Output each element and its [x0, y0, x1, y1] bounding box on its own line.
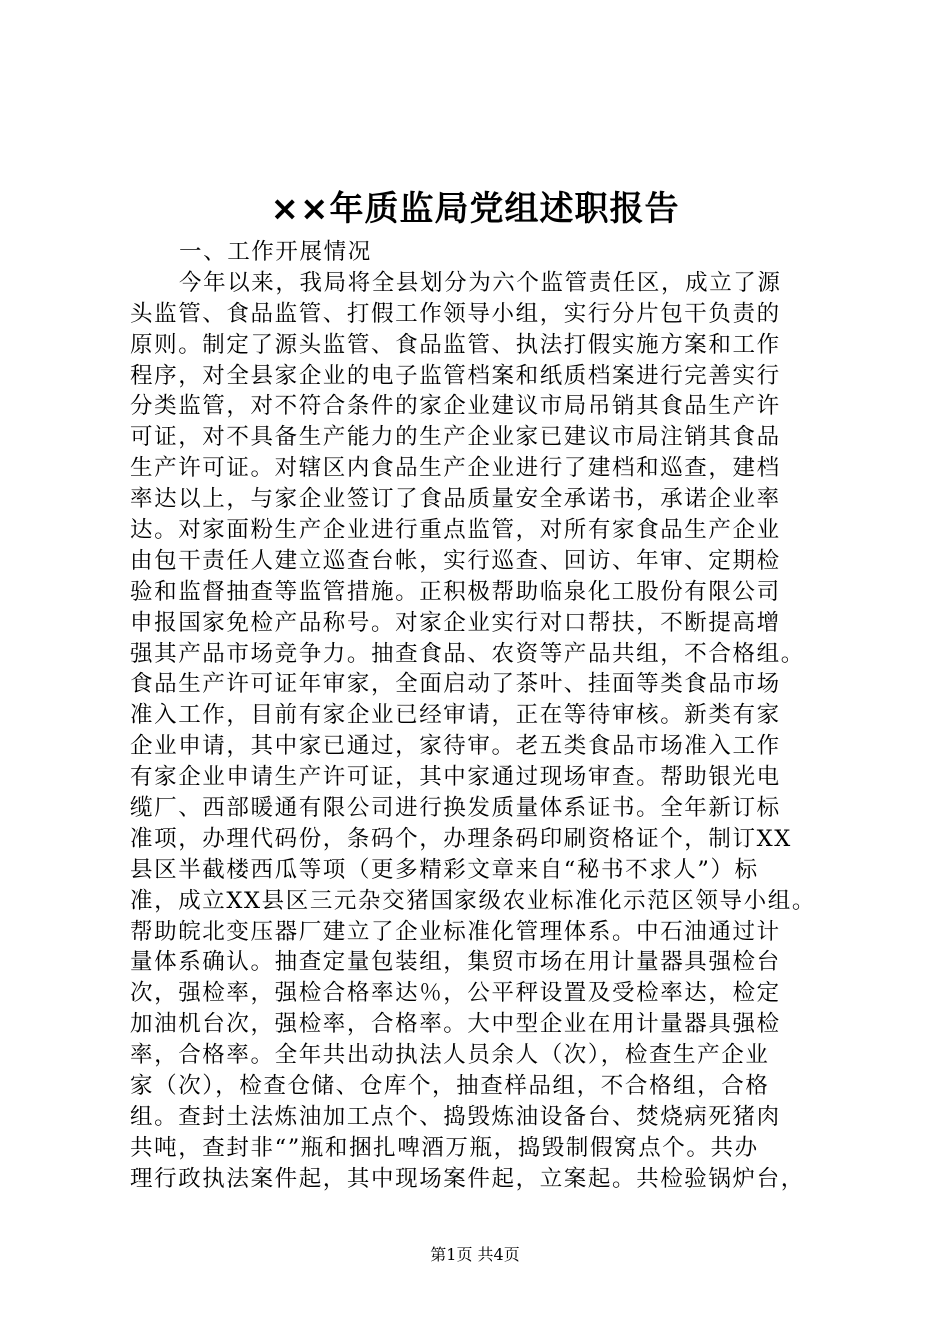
- text-line: 有家企业申请生产许可证，其中家通过现场审查。帮助银光电: [130, 764, 781, 791]
- text-line: 分类监管，对不符合条件的家企业建议市局吊销其食品生产许: [130, 393, 781, 420]
- text-line: 由包干责任人建立巡查台帐，实行巡查、回访、年审、定期检: [130, 547, 781, 574]
- text-line: 程序，对全县家企业的电子监管档案和纸质档案进行完善实行: [130, 362, 781, 389]
- text-line: 达。对家面粉生产企业进行重点监管，对所有家食品生产企业: [130, 517, 781, 544]
- text-line: 准入工作，目前有家企业已经审请，正在等待审核。新类有家: [130, 702, 781, 729]
- text-line: 家（次），检查仓储、仓库个，抽查样品组，不合格组，合格: [130, 1073, 770, 1100]
- body-paragraph: [130, 268, 830, 1195]
- text-line: 头监管、食品监管、打假工作领导小组，实行分片包干负责的: [130, 300, 781, 327]
- text-line: 今年以来，我局将全县划分为六个监管责任区，成立了源: [179, 269, 782, 296]
- text-line: 食品生产许可证年审家，全面启动了茶叶、挂面等类食品市场: [130, 671, 781, 698]
- text-line: 率达以上，与家企业签订了食品质量安全承诺书，承诺企业率: [130, 486, 781, 513]
- text-line: 量体系确认。抽查定量包装组，集贸市场在用计量器具强检台: [130, 949, 781, 976]
- text-line: 企业申请，其中家已通过，家待审。老五类食品市场准入工作: [130, 733, 781, 760]
- text-line: 生产许可证。对辖区内食品生产企业进行了建档和巡查，建档: [130, 455, 781, 482]
- text-line: 准项，办理代码份，条码个，办理条码印刷资格证个，制订XX: [130, 825, 792, 852]
- text-line: 率，合格率。全年共出动执法人员余人（次），检查生产企业: [130, 1042, 770, 1069]
- text-line: 缆厂、西部暖通有限公司进行换发质量体系证书。全年新订标: [130, 795, 781, 822]
- text-line: 验和监督抽查等监管措施。正积极帮助临泉化工股份有限公司: [130, 578, 781, 605]
- text-line: 组。查封土法炼油加工点个、捣毁炼油设备台、焚烧病死猪肉: [130, 1103, 781, 1130]
- text-line: 帮助皖北变压器厂建立了企业标准化管理体系。中石油通过计: [130, 918, 781, 945]
- text-line: 加油机台次，强检率，合格率。大中型企业在用计量器具强检: [130, 1011, 781, 1038]
- text-line: 申报国家免检产品称号。对家企业实行对口帮扶，不断提高增: [130, 609, 781, 636]
- text-line: 县区半截楼西瓜等项（更多精彩文章来自“秘书不求人”）标: [130, 856, 759, 883]
- text-line: 可证，对不具备生产能力的生产企业家已建议市局注销其食品: [130, 424, 781, 451]
- page-footer: 第1页 共4页: [430, 1245, 520, 1264]
- document-title: ××年质监局党组述职报告: [270, 189, 680, 229]
- text-line: 强其产品市场竞争力。抽查食品、农资等产品共组，不合格组。: [130, 640, 805, 667]
- text-line: 次，强检率，强检合格率达％，公平秤设置及受检率达，检定: [130, 980, 781, 1007]
- text-line: 理行政执法案件起，其中现场案件起，立案起。共检验锅炉台，: [130, 1165, 805, 1192]
- text-line: 准，成立XX县区三元杂交猪国家级农业标准化示范区领导小组。: [130, 887, 816, 914]
- section-heading: 一、工作开展情况: [179, 239, 372, 265]
- text-line: 共吨，查封非“”瓶和捆扎啤酒万瓶，捣毁制假窝点个。共办: [130, 1134, 759, 1161]
- text-line: 原则。制定了源头监管、食品监管、执法打假实施方案和工作: [130, 331, 781, 358]
- document-body: [130, 237, 830, 1195]
